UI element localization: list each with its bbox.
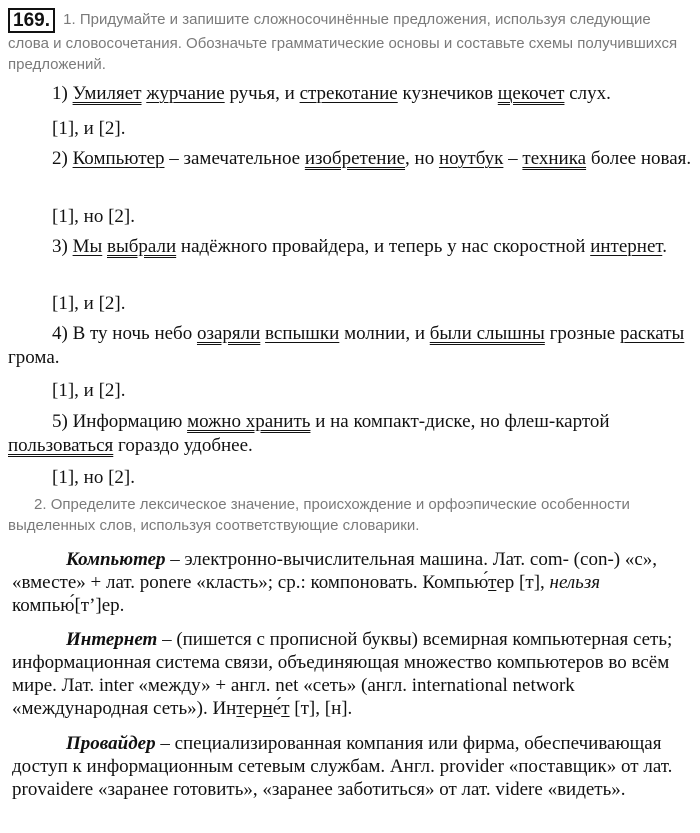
text-fragment: , но: [405, 148, 439, 169]
marked-word: озаряли: [196, 323, 261, 344]
scheme-1: [1], и [2].: [52, 118, 126, 139]
text-fragment: грозные: [544, 323, 620, 344]
text-fragment: грома.: [8, 347, 60, 368]
text-fragment: более новая.: [586, 148, 692, 169]
entry-internet: [12, 628, 692, 720]
marked-word: вспышки: [265, 323, 340, 344]
task-1-text: Придумайте и запишите сложносочинённые предложения, используя следующие слова и словосочетания. Обозначьте грамматические основы и составьте схемы получившихся предложений.: [8, 11, 678, 73]
text-fragment: е́: [272, 698, 282, 719]
text-fragment: Информацию: [72, 411, 188, 432]
task-1-label: 1.: [63, 11, 76, 28]
marked-word: были слышны: [429, 323, 545, 344]
task-2-instruction: [8, 494, 692, 536]
text-fragment: кузнечиков: [397, 83, 498, 104]
text-fragment: и на компакт-диске, но флеш-картой: [310, 411, 610, 432]
task-2-text: Определите лексическое значение, происхождение и орфоэпические особенности выделенных слов, используя соответствующие словарики.: [8, 496, 630, 534]
scheme-2: [1], но [2].: [52, 206, 135, 227]
marked-word: т: [281, 698, 290, 719]
marked-word: Компьютер: [72, 148, 165, 169]
text-fragment: надёжного провайдера, и теперь у нас скоростной: [176, 236, 591, 257]
entry-term: Компьютер: [66, 549, 166, 570]
marked-word: н: [262, 698, 273, 719]
marked-word: пользоваться: [8, 435, 114, 456]
marked-word: выбрали: [107, 236, 177, 257]
sentence-3: [8, 235, 692, 259]
sentence-number: 5): [52, 411, 73, 432]
sentence-1: [8, 82, 692, 106]
marked-word: ноутбук: [438, 148, 504, 169]
marked-word: т: [236, 698, 245, 719]
text-fragment: гораздо удобнее.: [113, 435, 253, 456]
sentence-5: [8, 410, 692, 458]
text-fragment: .: [662, 236, 668, 257]
scheme-5: [1], но [2].: [52, 467, 135, 488]
text-fragment: –: [503, 148, 523, 169]
sentence-number: 2): [52, 148, 73, 169]
text-fragment: слух.: [564, 83, 611, 104]
marked-word: журчание: [146, 83, 225, 104]
text-fragment: ручья, и: [224, 83, 300, 104]
text-fragment: – (пишется с прописной буквы) всемирная компьютерная сеть; информационная система связи, объединяющая множество компьютеров во всём мире. Лат. inter «между» + англ. net «сеть» (англ. international network «международная сеть»). Ин: [12, 629, 673, 719]
task-1-instruction: [8, 8, 692, 75]
marked-word: Умиляет: [72, 83, 142, 104]
task-2-label: 2.: [34, 496, 47, 513]
text-fragment: компью́[т’]ер.: [12, 595, 125, 616]
entry-kompyuter: [12, 548, 692, 617]
text-fragment: нельзя: [549, 572, 601, 593]
marked-word: раскаты: [620, 323, 685, 344]
text-fragment: ер [т],: [496, 572, 550, 593]
text-fragment: ер: [244, 698, 263, 719]
sentence-4: [8, 322, 692, 370]
marked-word: интернет: [590, 236, 663, 257]
marked-word: техника: [522, 148, 587, 169]
sentence-number: 1): [52, 83, 73, 104]
marked-word: изобретение: [304, 148, 406, 169]
scheme-3: [1], и [2].: [52, 293, 126, 314]
entry-provayder: [12, 732, 692, 801]
sentence-number: 4): [52, 323, 73, 344]
sentence-2: [8, 147, 692, 171]
marked-word: можно хранить: [187, 411, 311, 432]
marked-word: стрекотание: [299, 83, 398, 104]
text-fragment: В ту ночь небо: [72, 323, 197, 344]
entry-term: Интернет: [66, 629, 158, 650]
marked-word: щекочет: [497, 83, 565, 104]
entry-term: Провайдер: [66, 733, 156, 754]
text-fragment: молнии, и: [339, 323, 430, 344]
text-fragment: [т], [н].: [289, 698, 353, 719]
text-fragment: – электронно-вычислительная машина. Лат. com- (con-) «с», «вместе» + лат. ponere «класть»; ср.: компоновать. Компью́: [12, 549, 658, 593]
marked-word: Мы: [72, 236, 103, 257]
text-fragment: – замечательное: [164, 148, 305, 169]
text-fragment: – специализированная компания или фирма, обеспечивающая доступ к информационным сетевым службам. Англ. provider «поставщик» от лат. provaidere «заранее готовить», «заранее заботиться» от лат. videre «видеть».: [12, 733, 673, 800]
sentence-number: 3): [52, 236, 73, 257]
exercise-number: 169.: [8, 8, 55, 33]
marked-word: т: [488, 572, 497, 593]
scheme-4: [1], и [2].: [52, 380, 126, 401]
